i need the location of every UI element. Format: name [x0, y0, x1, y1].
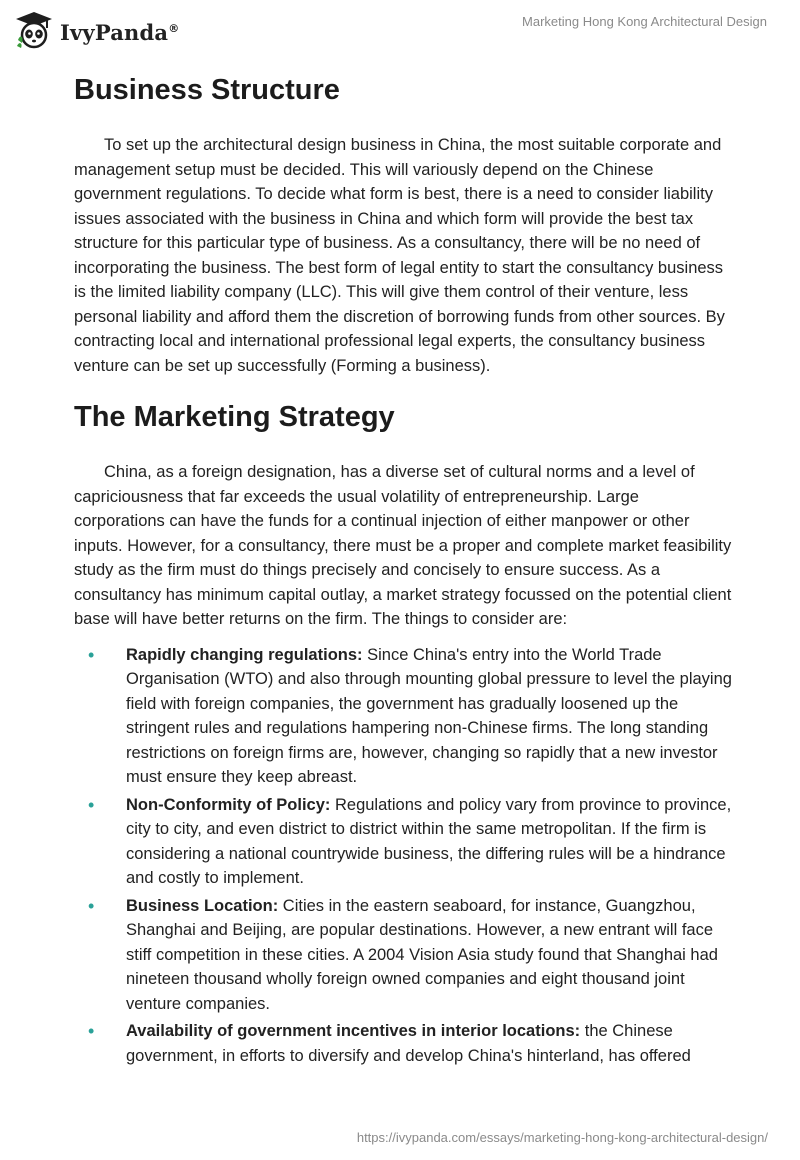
- document-title: Marketing Hong Kong Architectural Design: [522, 14, 767, 29]
- section-heading: The Marketing Strategy: [74, 401, 395, 433]
- bullet-icon: •: [88, 1021, 95, 1041]
- list-item-text: Since China's entry into the World Trade Organisation (WTO) and also through mounting global pressure to level the playing field with foreign companies, the government has gradually loosened up the stringent rules and regulations hampering non-Chinese firms. The long standing restrictions on foreign firms are, however, changing so rapidly that a new investor must ensure they keep abreast.: [126, 645, 732, 786]
- list-item: [74, 1019, 734, 1068]
- list-item-title: Availability of government incentives in interior locations:: [126, 1022, 581, 1040]
- paragraph: China, as a foreign designation, has a diverse set of cultural norms and a level of capriciousness that far exceeds the usual volatility of entrepreneurship. Large corporations can have the funds for a continual injection of either manpower or other inputs. However, for a consultancy, there must be a proper and complete market feasibility study as the firm must do things precisely and concisely to ensure success. As a consultancy has minimum capital outlay, a market strategy focussed on the potential client base will have better returns on the firm. The things to consider are:: [74, 463, 732, 628]
- list-item: [74, 643, 734, 790]
- essay-content: [74, 70, 734, 1071]
- list-item: [74, 894, 734, 1017]
- list-item-text: Regulations and policy vary from province to province, city to city, and even district to district within the same metropolitan. If the firm is considering a national countrywide business, the differing rules will be a hindrance and costly to implement.: [126, 795, 732, 887]
- bullet-icon: •: [88, 644, 95, 665]
- list-item: [74, 793, 734, 891]
- list-item-title: Business Location:: [126, 896, 279, 915]
- source-url[interactable]: https://ivypanda.com/essays/marketing-hong-kong-architectural-design/: [356, 1130, 768, 1145]
- list-item-title: Rapidly changing regulations:: [126, 645, 363, 664]
- considerations-list: [74, 643, 734, 1069]
- brand-name: IvyPanda®: [60, 20, 180, 45]
- ivypanda-logo[interactable]: [14, 10, 179, 55]
- list-item-title: Non-Conformity of Policy:: [126, 795, 331, 814]
- bullet-icon: •: [88, 895, 95, 916]
- paragraph: To set up the architectural design business in China, the most suitable corporate and management setup must be decided. This will variously depend on the Chinese government regulations. To decide what form is best, there is a need to consider liability issues associated with the business in China and which form will provide the best tax structure for this particular type of business. As a consultancy, there will be no need of incorporating the business. The best form of legal entity to start the consultancy business is the limited liability company (LLC). This will give them control of their venture, less personal liability and afford them the discretion of borrowing funds from other sources. By contracting local and international professional legal experts, the consultancy business venture can be set up successfully (Forming a business).: [74, 136, 725, 375]
- section-heading: Business Structure: [74, 74, 340, 106]
- bullet-icon: •: [88, 794, 95, 815]
- list-item-text: Cities in the eastern seaboard, for instance, Guangzhou, Shanghai and Beijing, are popular destinations. However, a new entrant will face stiff competition in these cities. A 2004 Vision Asia study found that Shanghai had nineteen thousand wholly foreign owned companies and eight thousand joint venture companies.: [126, 896, 718, 1013]
- page-header: [0, 0, 800, 62]
- list-item-text: the Chinese government, in efforts to diversify and develop China's hinterland, has offered: [126, 1022, 691, 1065]
- panda-logo-icon: [14, 10, 54, 55]
